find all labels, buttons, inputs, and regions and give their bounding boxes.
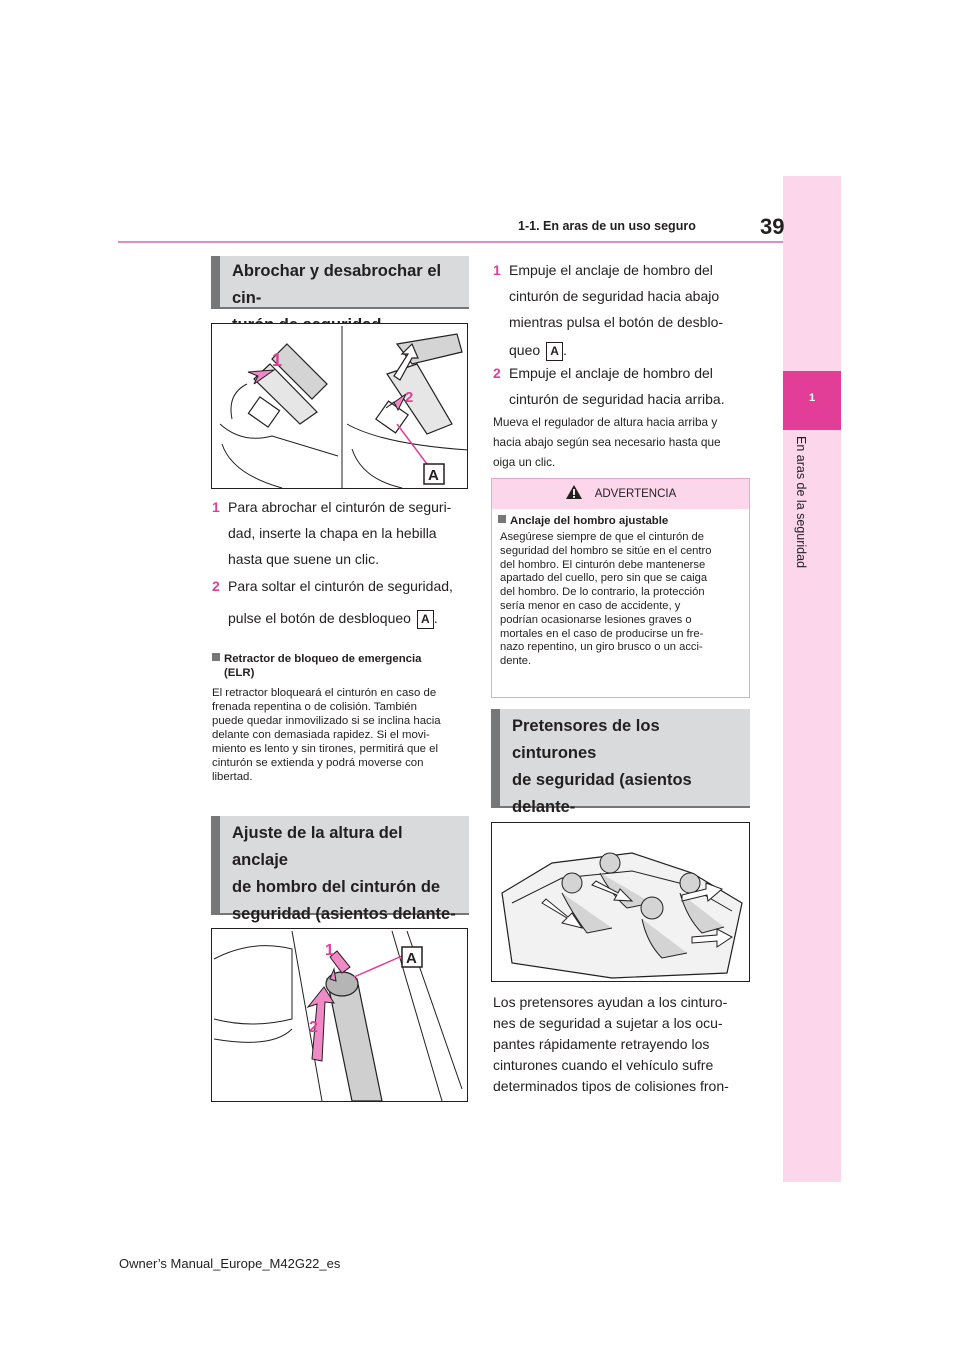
label-a-box: A [417, 610, 434, 629]
note-line: oiga un clic. [493, 455, 556, 469]
step-number: 2 [212, 578, 220, 594]
warning-subtitle: Anclaje del hombro ajustable [510, 515, 669, 527]
step-fasten [212, 494, 472, 574]
heading-line: Abrochar y desabrochar el cin- [232, 262, 442, 307]
note-title-line: (ELR) [224, 667, 255, 679]
figure-fasten-release-drawing [212, 324, 468, 489]
warning-header [492, 479, 749, 509]
pretensioner-body [493, 992, 755, 1097]
step-push-down [493, 257, 753, 367]
chapter-number: 1 [808, 392, 816, 404]
warning-line: mortales en el caso de producirse un fre- [500, 627, 704, 640]
step-text-line: Para abrochar el cinturón de seguri- [228, 499, 452, 515]
note-line: delante con demasiada rapidez. Si el movi- [212, 729, 430, 741]
step-text-line: hasta que suene un clic. [228, 551, 379, 567]
callout-1: 1 [272, 350, 283, 370]
heading-shoulder-anchor [211, 816, 469, 923]
step-text-line: dad, inserte la chapa en la hebilla [228, 525, 437, 541]
heading-fasten-belt [211, 256, 469, 309]
body-line: determinados tipos de colisiones fron- [493, 1078, 729, 1094]
step-text-line: queo [509, 342, 541, 358]
figure-anchor-adjust-drawing [212, 929, 468, 1102]
warning-line: seguridad del hombro se sitúe en el centro [500, 544, 712, 557]
label-a-box: A [546, 342, 563, 361]
step-text-line: mientras pulsa el botón de desblo- [509, 314, 724, 330]
heading-pretensioners [491, 709, 750, 816]
step-text-line: Para soltar el cinturón de seguridad, [228, 578, 453, 594]
warning-line: apartado del cuello, pero sin que se caiga [500, 572, 708, 585]
heading-line: de hombro del cinturón de [232, 878, 441, 896]
note-title-line: Retractor de bloqueo de emergencia [224, 653, 422, 665]
warning-line: podrían ocasionarse lesiones graves o [500, 613, 692, 626]
body-line: nes de seguridad a sujetar a los ocu- [493, 1015, 723, 1031]
callout-a: A [428, 467, 439, 484]
step-text-line: cinturón de seguridad hacia arriba. [509, 391, 725, 407]
warning-line: dente. [500, 655, 532, 668]
warning-title: ADVERTENCIA [594, 488, 677, 500]
square-bullet-icon [212, 653, 220, 661]
note-line: Mueva el regulador de altura hacia arriba y [493, 415, 718, 429]
callout-2: 2 [405, 389, 414, 406]
step-text-line: pulse el botón de desbloqueo [228, 610, 411, 626]
step-end: . [433, 610, 438, 626]
step-end: . [563, 342, 567, 358]
note-line: frenada repentina o de colisión. También [212, 701, 417, 713]
warning-box [491, 478, 750, 698]
warning-line: sería menor en caso de accidente, y [500, 599, 681, 612]
body-line: pantes rápidamente retrayendo los [493, 1036, 710, 1052]
section-header: 1-1. En aras de un uso seguro [518, 219, 696, 233]
callout-2: 2 [309, 1019, 318, 1036]
note-line: libertad. [212, 771, 253, 783]
square-bullet-icon [498, 515, 506, 523]
note-line: cinturón se extienda y podrá moverse con [212, 757, 424, 769]
height-note [493, 412, 755, 472]
figure-fasten-release [211, 323, 468, 489]
step-number: 1 [212, 499, 220, 515]
heading-line: seguridad (asientos delante- [232, 905, 456, 923]
warning-body [492, 528, 749, 669]
step-number: 1 [493, 262, 501, 278]
step-text-line: Empuje el anclaje de hombro del [509, 262, 713, 278]
warning-line: nazo repentino, un giro brusco o un acci- [500, 641, 703, 654]
note-line: puede quedar inmovilizado si se inclina hacia [212, 715, 441, 727]
callout-a: A [406, 950, 417, 967]
figure-pretensioners [491, 822, 750, 982]
warning-line: del hombro. El cinturón debe mantenerse [500, 558, 706, 571]
step-number: 2 [493, 365, 501, 381]
warning-line: del hombro. De lo contrario, la protección [500, 586, 705, 599]
callout-1: 1 [325, 942, 334, 959]
body-line: Los pretensores ayudan a los cinturo- [493, 994, 728, 1010]
note-line: El retractor bloqueará el cinturón en caso de [212, 687, 437, 699]
heading-line: de seguridad (asientos delante- [512, 771, 692, 816]
warning-line: Asegúrese siempre de que el cinturón de [500, 531, 704, 543]
page-number: 39 [760, 214, 785, 239]
note-line: hacia abajo según sea necesario hasta que [493, 435, 721, 449]
note-body [212, 686, 474, 784]
warning-subtitle-row [492, 509, 749, 528]
figure-anchor-adjust [211, 928, 468, 1102]
chapter-title: En aras de la seguridad [794, 436, 808, 569]
warning-triangle-icon [565, 484, 583, 500]
header-rule [118, 241, 783, 243]
step-push-up [493, 360, 753, 414]
note-title [212, 652, 472, 680]
figure-pretensioners-drawing [492, 823, 750, 982]
step-release [212, 573, 472, 633]
step-text-line: cinturón de seguridad hacia abajo [509, 288, 720, 304]
step-text-line: Empuje el anclaje de hombro del [509, 365, 713, 381]
heading-line: Ajuste de la altura del anclaje [232, 824, 403, 869]
note-line: miento es lento y sin tirones, permitirá que el [212, 743, 439, 755]
footer-manual-id: Owner’s Manual_Europe_M42G22_es [119, 1256, 341, 1271]
chapter-side-tab [783, 176, 841, 1182]
body-line: cinturones cuando el vehículo sufre [493, 1057, 714, 1073]
heading-line: Pretensores de los cinturones [512, 717, 660, 762]
